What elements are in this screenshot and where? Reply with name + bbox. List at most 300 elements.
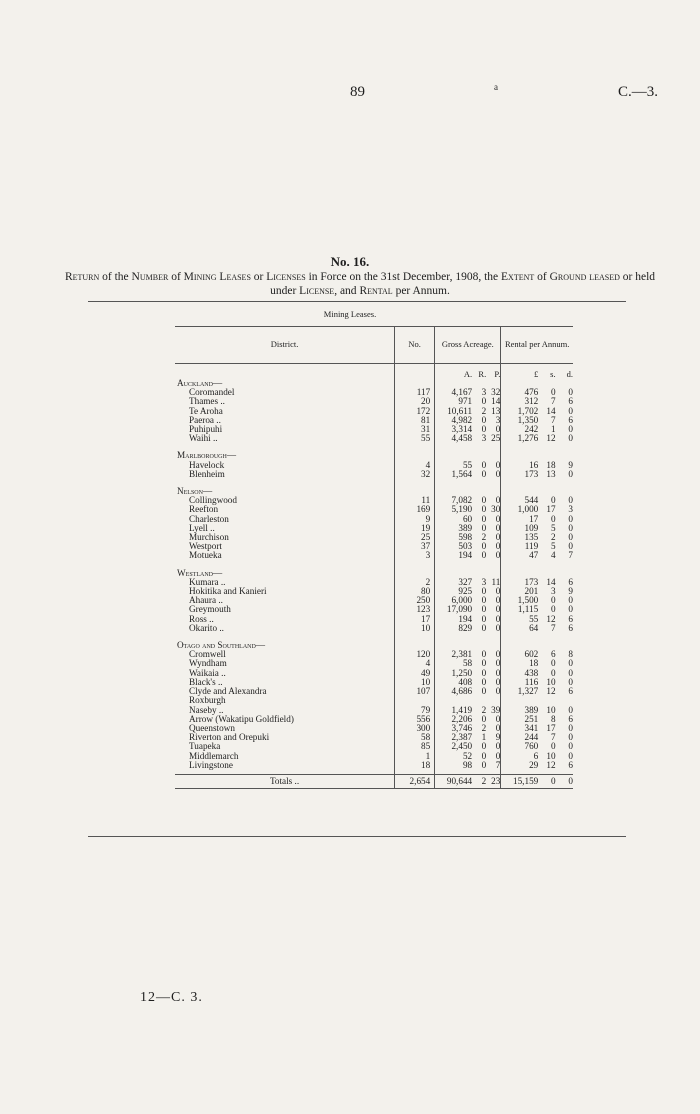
- unit-pounds: £: [501, 368, 538, 379]
- rental-pence: 0: [568, 704, 573, 715]
- spacer-cell: [472, 479, 486, 487]
- acres: 7,082: [435, 496, 472, 505]
- acres: 971: [435, 397, 472, 406]
- spacer-cell: [486, 479, 501, 487]
- rental-shillings: 10: [546, 750, 556, 761]
- title-segment: or: [250, 271, 267, 283]
- roods: 0: [481, 522, 487, 533]
- region-name: Westland—: [177, 567, 223, 578]
- acres: 3,746: [435, 724, 472, 733]
- unit-acres: A.: [435, 368, 472, 379]
- acres: 58: [435, 659, 472, 668]
- rental-pence: 0: [568, 405, 573, 416]
- header-no: No.: [395, 327, 435, 364]
- leases-count: 31: [395, 425, 435, 434]
- table-row: [175, 761, 573, 770]
- roods: 0: [481, 468, 487, 479]
- perches: 0: [495, 658, 501, 669]
- perches: 3: [495, 414, 501, 425]
- document-title: [60, 270, 660, 298]
- roods: 0: [481, 504, 487, 515]
- mining-leases-table: [175, 326, 573, 789]
- acres: 194: [435, 551, 472, 560]
- roods: 0: [481, 595, 487, 606]
- leases-count: 2: [395, 578, 435, 587]
- rental-pence: 0: [568, 676, 573, 687]
- rental-pounds: 64: [501, 624, 538, 633]
- spacer-cell: [501, 561, 538, 569]
- title-segment: Return: [64, 271, 100, 283]
- rental-pence: 9: [568, 459, 573, 470]
- acres: 925: [435, 587, 472, 596]
- spacer-row: [175, 479, 573, 487]
- spacer-cell: [395, 561, 435, 569]
- region-name: Marlborough—: [177, 450, 237, 461]
- page-mark: a: [494, 82, 498, 92]
- acres: 1,564: [435, 470, 472, 479]
- rental-pounds: 1,350: [501, 416, 538, 425]
- rental-pounds: 312: [501, 397, 538, 406]
- header-rental: Rental per Annum.: [501, 327, 573, 364]
- rental-shillings: 0: [551, 741, 556, 752]
- rental-shillings: 14: [546, 405, 556, 416]
- rental-pounds: 17: [501, 515, 538, 524]
- leases-count: 10: [395, 678, 435, 687]
- roods: 0: [481, 613, 487, 624]
- rental-pounds: 135: [501, 533, 538, 542]
- title-segment: of: [534, 271, 550, 283]
- perches: 0: [495, 586, 501, 597]
- perches: 39: [491, 704, 501, 715]
- leases-count: 85: [395, 742, 435, 751]
- table-row: [175, 533, 573, 542]
- rental-pounds: 760: [501, 742, 538, 751]
- units-blank: [395, 368, 435, 379]
- table-row: [175, 524, 573, 533]
- table-row: [175, 605, 573, 614]
- district-name: Wyndham: [189, 658, 227, 669]
- roods: 0: [481, 658, 487, 669]
- perches: 0: [495, 622, 501, 633]
- title-segment: of the: [99, 271, 132, 283]
- roods: 2: [481, 704, 487, 715]
- rental-shillings: 7: [551, 622, 556, 633]
- perches: 0: [495, 513, 501, 524]
- rental-pounds: 242: [501, 425, 538, 434]
- rental-shillings: 0: [551, 513, 556, 524]
- leases-count: 25: [395, 533, 435, 542]
- leases-count: 250: [395, 596, 435, 605]
- acres: 2,450: [435, 742, 472, 751]
- table-row: [175, 515, 573, 524]
- rental-pence: 0: [568, 741, 573, 752]
- table-header-row: [175, 327, 573, 364]
- rental-pounds: 244: [501, 733, 538, 742]
- rental-pounds: 16: [501, 461, 538, 470]
- rental-shillings: 4: [551, 550, 556, 561]
- acres: 194: [435, 615, 472, 624]
- roods: 1: [481, 732, 487, 743]
- page-footer: 12—C. 3.: [140, 990, 203, 1005]
- acres: 4,167: [435, 388, 472, 397]
- spacer-cell: [501, 633, 538, 641]
- totals-perches: 23: [486, 774, 501, 788]
- rental-pounds: 1,500: [501, 596, 538, 605]
- rental-pence: 0: [568, 732, 573, 743]
- acres: 3,314: [435, 425, 472, 434]
- rental-shillings: 7: [551, 396, 556, 407]
- rental-pence: 3: [568, 504, 573, 515]
- acres: 2,206: [435, 715, 472, 724]
- rental-pounds: 389: [501, 706, 538, 715]
- roods: 0: [481, 396, 487, 407]
- rental-shillings: 17: [546, 722, 556, 733]
- acres: 598: [435, 533, 472, 542]
- title-segment: Ground leased: [549, 271, 620, 283]
- district-name: Motueka: [189, 550, 222, 561]
- page-number: 89: [350, 84, 365, 100]
- title-segment: per Annum.: [392, 285, 450, 297]
- district-name: Hokitika and Kanieri: [189, 586, 267, 597]
- spacer-cell: [556, 561, 573, 569]
- district-name: Okarito ..: [189, 622, 224, 633]
- rental-pounds: 1,000: [501, 505, 538, 514]
- acres: 2,381: [435, 650, 472, 659]
- acres: 17,090: [435, 605, 472, 614]
- perches: 0: [495, 532, 501, 543]
- leases-count: 17: [395, 615, 435, 624]
- rental-pounds: 116: [501, 678, 538, 687]
- rental-shillings: 0: [551, 495, 556, 506]
- district-name: Havelock: [189, 459, 225, 470]
- rental-pounds: 1,276: [501, 434, 538, 443]
- roods: 3: [481, 576, 487, 587]
- acres: 503: [435, 542, 472, 551]
- table-row: [175, 669, 573, 678]
- rental-pence: 0: [568, 532, 573, 543]
- title-segment: Mining Leases: [183, 271, 251, 283]
- title-segment: Number: [131, 271, 169, 283]
- perches: 11: [491, 576, 501, 587]
- document-number: No. 16.: [330, 254, 370, 269]
- leases-count: 37: [395, 542, 435, 551]
- rental-pence: 0: [568, 522, 573, 533]
- rental-pence: 0: [568, 750, 573, 761]
- perches: 0: [495, 550, 501, 561]
- roods: 0: [481, 676, 487, 687]
- totals-row: [175, 774, 573, 788]
- rental-shillings: 12: [546, 613, 556, 624]
- perches: 0: [495, 741, 501, 752]
- rental-pence: 6: [568, 759, 573, 770]
- roods: 0: [481, 541, 487, 552]
- title-segment: Extent: [501, 271, 535, 283]
- rental-shillings: 7: [551, 732, 556, 743]
- perches: 0: [495, 750, 501, 761]
- rental-shillings: 0: [551, 595, 556, 606]
- leases-count: 1: [395, 752, 435, 761]
- rental-shillings: 2: [551, 532, 556, 543]
- rental-pence: 0: [568, 722, 573, 733]
- totals-pounds: 15,159: [501, 774, 538, 788]
- acres: 327: [435, 578, 472, 587]
- title-segment: of: [168, 271, 184, 283]
- title-segment: , and: [334, 285, 360, 297]
- acres: 1,250: [435, 669, 472, 678]
- table-subtitle: Mining Leases.: [323, 309, 377, 319]
- roods: 0: [481, 750, 487, 761]
- table-row: [175, 752, 573, 761]
- acres: 4,458: [435, 434, 472, 443]
- roods: 0: [481, 586, 487, 597]
- district-name: Blenheim: [189, 468, 225, 479]
- rental-pence: 9: [568, 586, 573, 597]
- rental-shillings: 14: [546, 576, 556, 587]
- title-rule: [88, 301, 626, 302]
- table-row: [175, 416, 573, 425]
- table-row: [175, 496, 573, 505]
- rental-pounds: 173: [501, 578, 538, 587]
- leases-count: 300: [395, 724, 435, 733]
- acres: 4,686: [435, 687, 472, 696]
- acres: 52: [435, 752, 472, 761]
- rental-shillings: 7: [551, 414, 556, 425]
- rental-pence: 0: [568, 604, 573, 615]
- spacer-cell: [538, 561, 555, 569]
- roods: 0: [481, 649, 487, 660]
- rental-shillings: 0: [551, 658, 556, 669]
- rental-pounds: 109: [501, 524, 538, 533]
- acres: 408: [435, 678, 472, 687]
- header-district: District.: [175, 327, 395, 364]
- spacer-cell: [538, 479, 555, 487]
- title-segment: in Force on the 31st December, 1908, the: [305, 271, 502, 283]
- perches: 32: [491, 387, 501, 398]
- perches: 0: [495, 649, 501, 660]
- rental-pounds: 119: [501, 542, 538, 551]
- acres: 60: [435, 515, 472, 524]
- leases-count: 123: [395, 605, 435, 614]
- leases-count: 120: [395, 650, 435, 659]
- district-name: Murchison: [189, 532, 229, 543]
- rental-pence: 6: [568, 414, 573, 425]
- rental-pounds: 544: [501, 496, 538, 505]
- table-row: [175, 407, 573, 416]
- totals-count: 2,654: [395, 774, 435, 788]
- spacer-cell: [486, 561, 501, 569]
- district-name: Ross ..: [189, 613, 214, 624]
- table-row: [175, 659, 573, 668]
- rental-pounds: 1,115: [501, 605, 538, 614]
- spacer-cell: [435, 633, 472, 641]
- rental-shillings: 18: [546, 459, 556, 470]
- spacer-row: [175, 561, 573, 569]
- rental-pence: 6: [568, 686, 573, 697]
- spacer-cell: [472, 443, 486, 451]
- unit-roods: R.: [478, 368, 487, 379]
- district-name: Collingwood: [189, 495, 237, 506]
- acres: 5,190: [435, 505, 472, 514]
- perches: 0: [495, 613, 501, 624]
- rental-shillings: 6: [551, 649, 556, 660]
- district-name: Middlemarch: [189, 750, 239, 761]
- spacer-cell: [501, 479, 538, 487]
- roods: 0: [481, 686, 487, 697]
- district-name: Thames ..: [189, 396, 225, 407]
- district-name: Lyell ..: [189, 522, 215, 533]
- rental-shillings: 8: [551, 713, 556, 724]
- roods: 0: [481, 513, 487, 524]
- leases-count: 20: [395, 397, 435, 406]
- table-row: [175, 470, 573, 479]
- table-row: [175, 551, 573, 560]
- acres: 10,611: [435, 407, 472, 416]
- spacer-cell: [395, 479, 435, 487]
- spacer-cell: [472, 633, 486, 641]
- rental-shillings: 10: [546, 704, 556, 715]
- rental-pounds: 1,327: [501, 687, 538, 696]
- rental-pence: 0: [568, 667, 573, 678]
- district-name: Paeroa ..: [189, 414, 221, 425]
- rental-pence: 6: [568, 613, 573, 624]
- region-name: Nelson—: [177, 486, 213, 497]
- district-name: Arrow (Wakatipu Goldfield): [189, 713, 294, 724]
- leases-count: 79: [395, 706, 435, 715]
- roods: 0: [481, 459, 487, 470]
- totals-roods: 2: [472, 774, 486, 788]
- title-segment: Rental: [359, 285, 393, 297]
- rental-shillings: 12: [546, 759, 556, 770]
- perches: 0: [495, 522, 501, 533]
- table-row: [175, 624, 573, 633]
- rental-shillings: 5: [551, 522, 556, 533]
- roods: 0: [481, 414, 487, 425]
- leases-count: 58: [395, 733, 435, 742]
- rental-pounds: 6: [501, 752, 538, 761]
- rental-shillings: 17: [546, 504, 556, 515]
- district-name: Clyde and Alexandra: [189, 686, 267, 697]
- roods: 3: [481, 387, 487, 398]
- rental-pounds: 173: [501, 470, 538, 479]
- rental-pounds: 29: [501, 761, 538, 770]
- perches: 0: [495, 595, 501, 606]
- acres: 1,419: [435, 706, 472, 715]
- district-name: Waihi ..: [189, 433, 218, 444]
- perches: 14: [491, 396, 501, 407]
- rental-pounds: 341: [501, 724, 538, 733]
- perches: 13: [491, 405, 501, 416]
- rental-shillings: 3: [551, 586, 556, 597]
- rental-shillings: 0: [551, 667, 556, 678]
- leases-count: 55: [395, 434, 435, 443]
- rental-shillings: 0: [551, 604, 556, 615]
- rental-pence: 6: [568, 396, 573, 407]
- leases-count: 107: [395, 687, 435, 696]
- rental-pence: 0: [568, 495, 573, 506]
- totals-label: Totals ..: [175, 774, 395, 788]
- table-row: [175, 650, 573, 659]
- region-heading-row: [175, 569, 573, 578]
- perches: 0: [495, 686, 501, 697]
- roods: 0: [481, 713, 487, 724]
- table-row: [175, 434, 573, 443]
- table-row: [175, 461, 573, 470]
- rental-pounds: 55: [501, 615, 538, 624]
- district-name: Westport: [189, 541, 222, 552]
- rental-pence: 6: [568, 576, 573, 587]
- table-row: [175, 425, 573, 434]
- spacer-cell: [472, 561, 486, 569]
- unit-shillings: s.: [550, 368, 556, 379]
- perches: 9: [495, 732, 501, 743]
- region-heading-row: [175, 641, 573, 650]
- spacer-cell: [538, 633, 555, 641]
- rental-pounds: 47: [501, 551, 538, 560]
- spacer-cell: [395, 633, 435, 641]
- acres: 4,982: [435, 416, 472, 425]
- roods: 0: [481, 667, 487, 678]
- rental-pence: 0: [568, 595, 573, 606]
- spacer-cell: [556, 633, 573, 641]
- spacer-cell: [538, 443, 555, 451]
- rental-pence: 7: [568, 550, 573, 561]
- rental-pence: 0: [568, 541, 573, 552]
- spacer-cell: [486, 443, 501, 451]
- leases-count: 32: [395, 470, 435, 479]
- district-name: Riverton and Orepuki: [189, 732, 270, 743]
- perches: 0: [495, 459, 501, 470]
- leases-count: 49: [395, 669, 435, 678]
- perches: 7: [495, 759, 501, 770]
- leases-count: 9: [395, 515, 435, 524]
- roods: 0: [481, 604, 487, 615]
- region-heading-row: [175, 451, 573, 460]
- rental-pence: 0: [568, 513, 573, 524]
- acres: 2,387: [435, 733, 472, 742]
- unit-perches: P.: [494, 368, 501, 379]
- rental-pounds: 251: [501, 715, 538, 724]
- region-heading-row: [175, 379, 573, 388]
- table-row: [175, 587, 573, 596]
- roods: 0: [481, 495, 487, 506]
- roods: 0: [481, 622, 487, 633]
- perches: 25: [491, 433, 501, 444]
- rental-pounds: 476: [501, 388, 538, 397]
- table-row: [175, 615, 573, 624]
- roods: 3: [481, 433, 487, 444]
- district-name: Queenstown: [189, 722, 235, 733]
- acres: 389: [435, 524, 472, 533]
- page-reference: C.—3.: [617, 84, 658, 100]
- rental-pounds: 18: [501, 659, 538, 668]
- perches: 0: [495, 495, 501, 506]
- perches: 0: [495, 424, 501, 435]
- spacer-cell: [395, 443, 435, 451]
- rental-pence: 6: [568, 622, 573, 633]
- table-body: [175, 364, 573, 789]
- district-name: Ahaura ..: [189, 595, 223, 606]
- acres: 55: [435, 461, 472, 470]
- district-name: Roxburgh: [189, 695, 226, 706]
- leases-count: 172: [395, 407, 435, 416]
- rental-shillings: 0: [551, 387, 556, 398]
- table-row: [175, 388, 573, 397]
- leases-count: 81: [395, 416, 435, 425]
- roods: 0: [481, 424, 487, 435]
- roods: 0: [481, 741, 487, 752]
- totals-acres: 90,644: [435, 774, 472, 788]
- unit-pence: d.: [566, 368, 573, 379]
